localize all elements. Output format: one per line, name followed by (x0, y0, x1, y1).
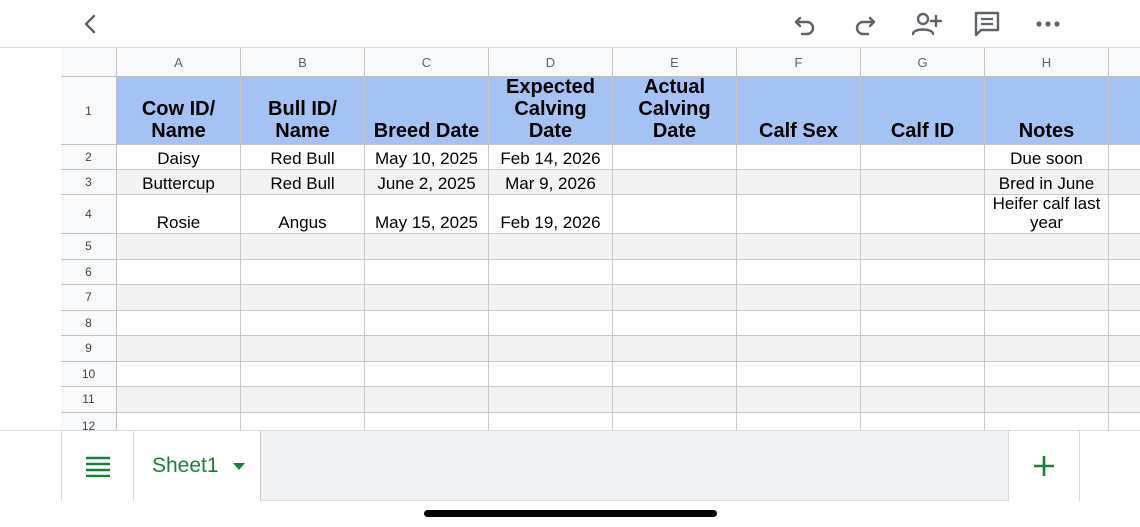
cell-f8[interactable] (737, 311, 861, 337)
row-header-12[interactable]: 12 (61, 413, 117, 431)
cell-b6[interactable] (241, 260, 365, 286)
cell-e2[interactable] (613, 145, 737, 170)
cell-f7[interactable] (737, 285, 861, 311)
cell-b3[interactable]: Red Bull (241, 170, 365, 195)
cell-d6[interactable] (489, 260, 613, 286)
column-header-e[interactable]: E (613, 48, 737, 77)
cell-c2[interactable]: May 10, 2025 (365, 145, 489, 170)
cell-e11[interactable] (613, 387, 737, 413)
cell-h7[interactable] (985, 285, 1109, 311)
cell-c4[interactable]: May 15, 2025 (365, 195, 489, 234)
sheet-list-icon (85, 455, 111, 477)
cell-e6[interactable] (613, 260, 737, 286)
cell-f6[interactable] (737, 260, 861, 286)
cell-d10[interactable] (489, 362, 613, 388)
cell-g6[interactable] (861, 260, 985, 286)
cell-c3[interactable]: June 2, 2025 (365, 170, 489, 195)
cell-h5[interactable] (985, 234, 1109, 260)
undo-icon (791, 10, 819, 38)
cell-a5[interactable] (117, 234, 241, 260)
row-header-2[interactable]: 2 (61, 145, 117, 170)
column-header-h[interactable]: H (985, 48, 1109, 77)
cell-c6[interactable] (365, 260, 489, 286)
more-horizontal-icon (1035, 19, 1061, 29)
cell-d12[interactable] (489, 413, 613, 431)
cell-h2[interactable]: Due soon (985, 145, 1109, 170)
cell-h12[interactable] (985, 413, 1109, 431)
add-sheet-button[interactable] (1008, 431, 1080, 501)
cell-a4[interactable]: Rosie (117, 195, 241, 234)
back-button[interactable] (71, 4, 111, 44)
cell-b5[interactable] (241, 234, 365, 260)
cell-d1[interactable]: Expected Calving Date (489, 77, 613, 145)
undo-button[interactable] (785, 4, 825, 44)
cell-i2[interactable] (1109, 145, 1140, 170)
plus-icon (1032, 454, 1056, 478)
cell-e3[interactable] (613, 170, 737, 195)
cell-b1[interactable]: Bull ID/ Name (241, 77, 365, 145)
row-header-8[interactable]: 8 (61, 311, 117, 337)
cell-e5[interactable] (613, 234, 737, 260)
cell-a3[interactable]: Buttercup (117, 170, 241, 195)
cell-a12[interactable] (117, 413, 241, 431)
cell-f2[interactable] (737, 145, 861, 170)
caret-down-icon[interactable] (233, 463, 245, 470)
cell-i6[interactable] (1109, 260, 1140, 286)
cell-f4[interactable] (737, 195, 861, 234)
cell-d7[interactable] (489, 285, 613, 311)
cell-c10[interactable] (365, 362, 489, 388)
cell-f11[interactable] (737, 387, 861, 413)
row-header-6[interactable]: 6 (61, 260, 117, 286)
cell-g8[interactable] (861, 311, 985, 337)
cell-i4[interactable] (1109, 195, 1140, 234)
cell-b7[interactable] (241, 285, 365, 311)
sheet-tab-label: Sheet1 (152, 454, 219, 477)
cell-g2[interactable] (861, 145, 985, 170)
cell-c9[interactable] (365, 336, 489, 362)
cell-g12[interactable] (861, 413, 985, 431)
cell-g1[interactable]: Calf ID (861, 77, 985, 145)
row-header-4[interactable]: 4 (61, 195, 117, 234)
cell-i11[interactable] (1109, 387, 1140, 413)
cell-b2[interactable]: Red Bull (241, 145, 365, 170)
row-header-11[interactable]: 11 (61, 387, 117, 413)
cell-h6[interactable] (985, 260, 1109, 286)
cell-d3[interactable]: Mar 9, 2026 (489, 170, 613, 195)
select-all-corner[interactable] (61, 48, 117, 77)
cell-i9[interactable] (1109, 336, 1140, 362)
comment-icon (973, 10, 1001, 38)
redo-icon (851, 10, 879, 38)
cell-e10[interactable] (613, 362, 737, 388)
row-header-5[interactable]: 5 (61, 234, 117, 260)
cell-b4[interactable]: Angus (241, 195, 365, 234)
cell-h3[interactable]: Bred in June (985, 170, 1109, 195)
redo-button[interactable] (845, 4, 885, 44)
cell-b8[interactable] (241, 311, 365, 337)
sheet-tab-sheet1[interactable] (133, 431, 261, 501)
column-header-f[interactable]: F (737, 48, 861, 77)
home-indicator (424, 510, 717, 517)
cell-g9[interactable] (861, 336, 985, 362)
cell-h1[interactable]: Notes (985, 77, 1109, 145)
cell-i5[interactable] (1109, 234, 1140, 260)
cell-e4[interactable] (613, 195, 737, 234)
grid-left-margin (0, 48, 61, 430)
row-header-3[interactable]: 3 (61, 170, 117, 195)
cell-g11[interactable] (861, 387, 985, 413)
cell-g10[interactable] (861, 362, 985, 388)
top-toolbar (0, 0, 1140, 48)
cell-e12[interactable] (613, 413, 737, 431)
row-header-1[interactable]: 1 (61, 77, 117, 145)
cell-h4[interactable]: Heifer calf last year (985, 195, 1109, 234)
cell-a11[interactable] (117, 387, 241, 413)
cell-d2[interactable]: Feb 14, 2026 (489, 145, 613, 170)
cell-b9[interactable] (241, 336, 365, 362)
cell-b11[interactable] (241, 387, 365, 413)
cell-e1[interactable]: Actual Calving Date (613, 77, 737, 145)
cell-g4[interactable] (861, 195, 985, 234)
cell-b12[interactable] (241, 413, 365, 431)
cell-d4[interactable]: Feb 19, 2026 (489, 195, 613, 234)
cell-e8[interactable] (613, 311, 737, 337)
cell-i8[interactable] (1109, 311, 1140, 337)
comments-button[interactable] (967, 4, 1007, 44)
column-header-b[interactable]: B (241, 48, 365, 77)
cell-c11[interactable] (365, 387, 489, 413)
cell-f10[interactable] (737, 362, 861, 388)
more-options-button[interactable] (1028, 4, 1068, 44)
cell-f9[interactable] (737, 336, 861, 362)
chevron-left-icon (79, 12, 103, 36)
cell-c7[interactable] (365, 285, 489, 311)
cell-h8[interactable] (985, 311, 1109, 337)
cell-c12[interactable] (365, 413, 489, 431)
cell-g5[interactable] (861, 234, 985, 260)
cell-h10[interactable] (985, 362, 1109, 388)
sheet-tabs-bar (0, 430, 1140, 501)
cell-h11[interactable] (985, 387, 1109, 413)
cell-e9[interactable] (613, 336, 737, 362)
cell-c1[interactable]: Breed Date (365, 77, 489, 145)
cell-f1[interactable]: Calf Sex (737, 77, 861, 145)
sheetbar-left-margin (0, 431, 61, 501)
cell-e7[interactable] (613, 285, 737, 311)
column-header-c[interactable]: C (365, 48, 489, 77)
row-header-7[interactable]: 7 (61, 285, 117, 311)
cell-h9[interactable] (985, 336, 1109, 362)
column-header-d[interactable]: D (489, 48, 613, 77)
cell-f5[interactable] (737, 234, 861, 260)
cell-g7[interactable] (861, 285, 985, 311)
cell-d9[interactable] (489, 336, 613, 362)
cell-c8[interactable] (365, 311, 489, 337)
cell-g3[interactable] (861, 170, 985, 195)
spreadsheet-grid[interactable] (0, 48, 1140, 430)
cell-f12[interactable] (737, 413, 861, 431)
cell-a6[interactable] (117, 260, 241, 286)
cell-i3[interactable] (1109, 170, 1140, 195)
cell-a2[interactable]: Daisy (117, 145, 241, 170)
row-header-10[interactable]: 10 (61, 362, 117, 388)
share-button[interactable] (906, 4, 946, 44)
row-header-9[interactable]: 9 (61, 336, 117, 362)
column-header-a[interactable]: A (117, 48, 241, 77)
cell-i7[interactable] (1109, 285, 1140, 311)
cell-a10[interactable] (117, 362, 241, 388)
cell-i1[interactable] (1109, 77, 1140, 145)
cell-d5[interactable] (489, 234, 613, 260)
cell-i10[interactable] (1109, 362, 1140, 388)
cell-b10[interactable] (241, 362, 365, 388)
cell-c5[interactable] (365, 234, 489, 260)
cell-a1[interactable]: Cow ID/ Name (117, 77, 241, 145)
add-person-icon (910, 10, 942, 38)
cell-d11[interactable] (489, 387, 613, 413)
column-header-i[interactable] (1109, 48, 1140, 77)
column-header-g[interactable]: G (861, 48, 985, 77)
cell-d8[interactable] (489, 311, 613, 337)
sheetbar-right-margin (1080, 431, 1140, 501)
cell-f3[interactable] (737, 170, 861, 195)
cell-i12[interactable] (1109, 413, 1140, 431)
cell-a8[interactable] (117, 311, 241, 337)
cell-a7[interactable] (117, 285, 241, 311)
all-sheets-button[interactable] (61, 431, 133, 501)
cell-a9[interactable] (117, 336, 241, 362)
